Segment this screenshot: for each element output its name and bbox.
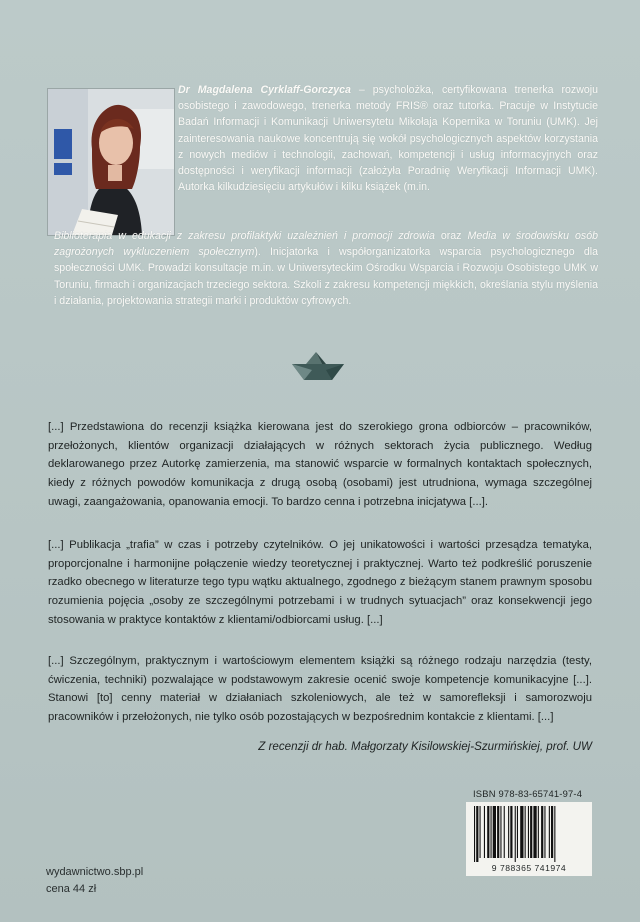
barcode-bar [517,806,518,858]
barcode-bar [544,806,545,858]
author-bio-continued [54,228,598,309]
barcode-bar [487,806,489,858]
book-title-1: Biblioterapia w edukacji z zakresu profilaktyki uzależnień i promocji zdrowia [54,230,435,242]
barcode-bar [525,806,526,858]
author-bio-intro: – psycholożka, certyfikowana trenerka rozwoju osobistego i zawodowego, trenerka metody FRIS® oraz tutorka. Pracuje w Instytucie Badań Informacji i Komunikacji Uniwersytetu Mikołaja Kopernika w Toruniu (UMK). Jej zainteresowania naukowe koncentrują się wokół psychologicznych aspektów korzystania z nowych mediów i technologii, zachowań, kompetencji i usług informacyjnych oraz dostępności i weryfikacji informacji (założyła Poradnię Weryfikacji Informacji UMK). Autorka kilkudziesięciu artykułów i kilku książek (m.in. [178,84,599,194]
barcode-bar [528,806,529,858]
barcode-bar [520,806,523,858]
barcode-bar [541,806,543,858]
book-title-2: Media w środowisku osób zagrożonych wykluczeniem społecznym [54,230,598,259]
author-bio-outro: ). Inicjatorka i współorganizatorka wsparcia psychologicznego dla społeczności UMK. Prowadzi konsultacje m.in. w Uniwersyteckim Ośrodku Wsparcia i Rozwoju Osobistego UMK w Toruniu, firmach i organizacjach trzeciego sektora. Szkoli z zakresu kompetencji miękkich, określania stylu myślenia i działania, projektowania strategii marki i produktów cyfrowych. [54,246,598,307]
paper-boat-icon [292,352,344,382]
price-label: cena 44 zł [46,883,97,895]
publisher-website[interactable]: wydawnictwo.sbp.pl [46,866,144,878]
barcode-bar [474,806,475,862]
author-photo [47,88,175,236]
barcode-bar [538,806,539,858]
barcode-bar [500,806,501,858]
author-name: Dr Magdalena Cyrklaff-Gorczyca [178,84,351,96]
barcode-bar [549,806,550,858]
isbn-label: ISBN 978-83-65741-97-4 [473,788,583,799]
barcode-bar [504,806,505,858]
author-bio-between: oraz [440,230,462,242]
barcode-number: 9 788365 741974 [466,862,592,874]
barcode-bar [510,806,512,858]
barcode-bar [476,806,478,862]
review-paragraph-3: [...] Szczególnym, praktycznym i wartościowym elementem książki są różnego rodzaju narzędzia (testy, ćwiczenia, techniki) pozwalające w podstawowym zakresie ocenić swoje kompetencje komunikacyjne [...]. Stanowi [to] cenny materiał w działaniach szkoleniowych, ale też w samorefleksji i samorozwoju pracowników i przełożonych, nie tylko osób pozostających w bezpośrednim kontakcie z klientami. [...] [48,655,592,724]
review-attribution: Z recenzji dr hab. Małgorzaty Kisilowskiej-Szurmińskiej, prof. UW [258,740,592,753]
review-paragraph-1: [...] Przedstawiona do recenzji książka kierowana jest do szerokiego grona odbiorców – pracowników, przełożonych, klientów organizacji działających w różnych sektorach życia publicznego. Według deklarowanego przez Autorkę zamierzenia, ma stanowić wsparcie w formalnych kontaktach społecznych, kiedy z różnych powodów komunikacja z drugą osobą (osobami) jest utrudniona, wymaga szczególnej uwagi, zaangażowania, opanowania emocji. To bardzo cenna i potrzebna inicjatywa [...]. [48,421,592,508]
barcode-bar [508,806,509,858]
barcode-bar [484,806,485,858]
author-portrait-image [48,89,174,235]
barcode-bars [466,802,592,862]
barcode-bar [497,806,499,858]
review-paragraph-2: [...] Publikacja „trafia” w czas i potrzeby czytelników. O jej unikatowości i wartości przesądza tematyka, proporcjonalne i harmonijne połączenie wiedzy teoretycznej i praktycznej. Warto też podkreślić poruszenie rzadko obecnego w literaturze tego typu wątku aktualnego, zgodnego z bieżącym stanem prawnym sposobu rozumienia pojęcia „osoby ze szczególnymi potrzebami i w trudnych sytuacjach” oraz konsekwencji jego stosowania w praktyce kontaktów z klientami/odbiorcami usług. [...] [48,539,592,626]
barcode-bar [554,806,555,862]
author-bio-top [178,82,598,195]
barcode-bar [480,806,481,858]
barcode-bar [491,806,492,858]
barcode-bar [533,806,536,858]
barcode-bar [551,806,553,858]
barcode-bar [515,806,516,862]
barcode-bar [493,806,496,858]
barcode-bar [530,806,532,858]
publisher-info [46,864,143,898]
